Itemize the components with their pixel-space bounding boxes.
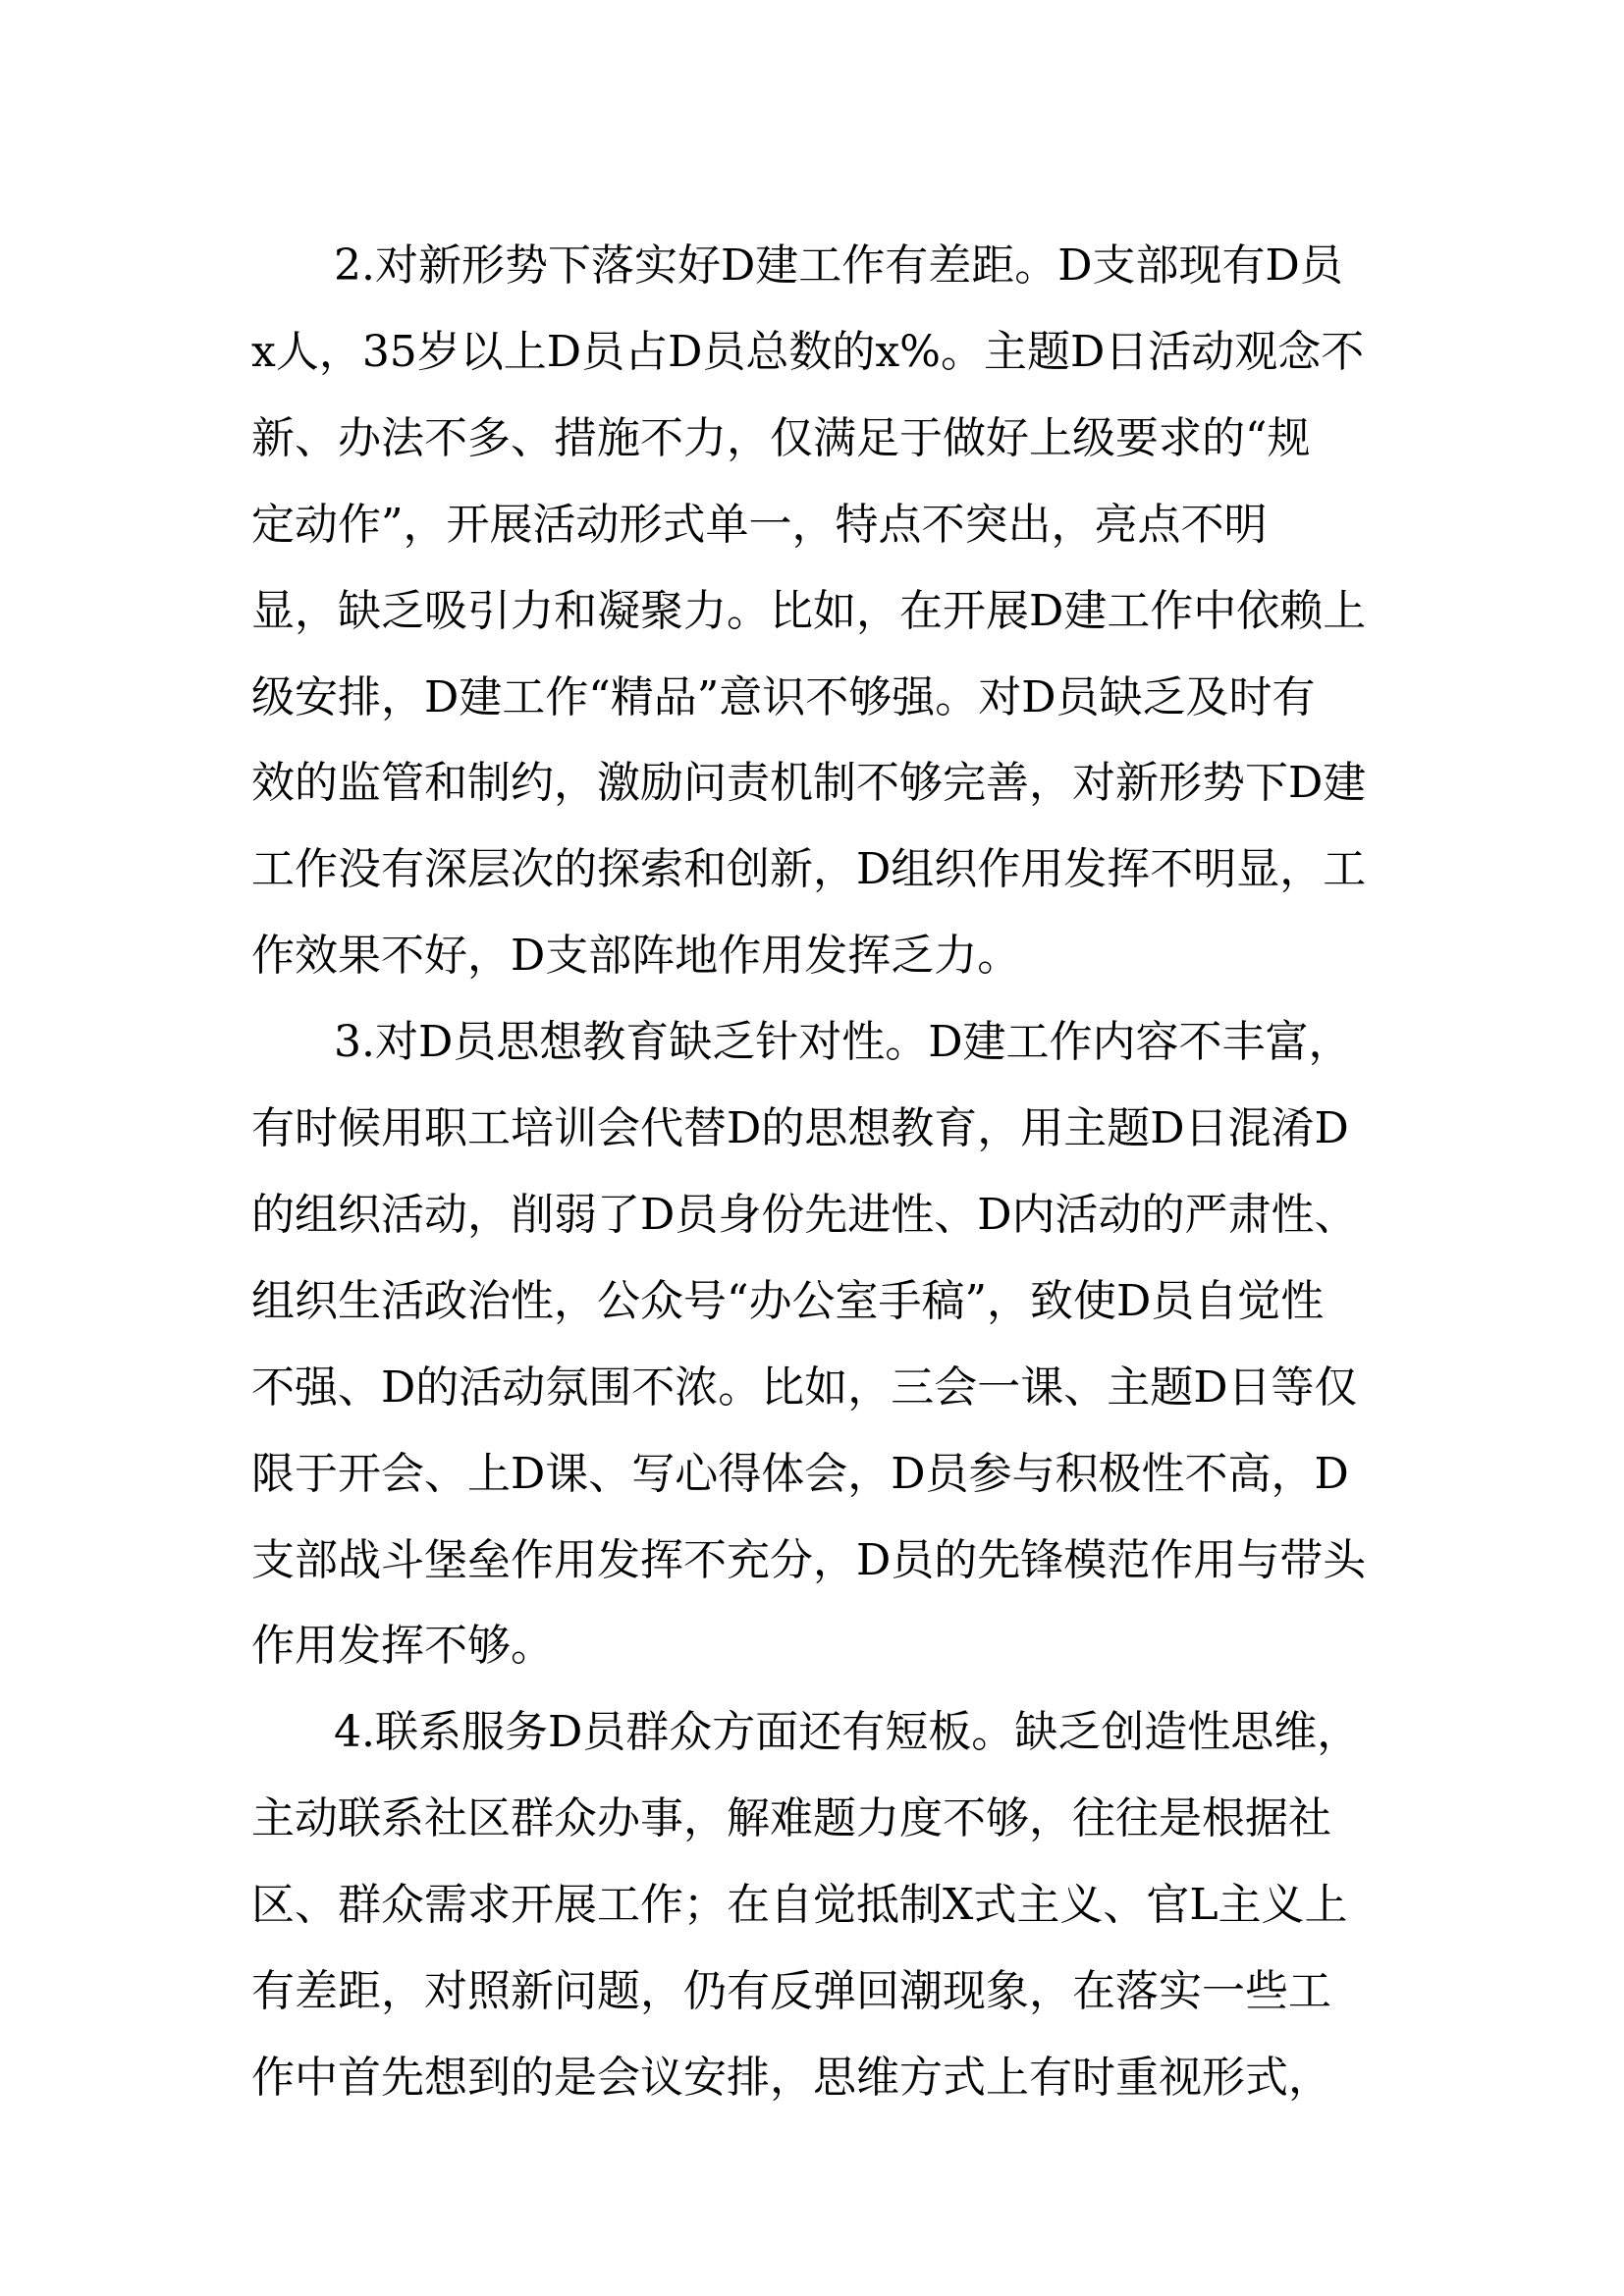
paragraph-line: 支部战斗堡垒作用发挥不充分，D员的先锋模范作用与带头 — [251, 1534, 1367, 1585]
paragraph-line: 有时候用职工培训会代替D的思想教育，用主题D日混淆D — [251, 1103, 1349, 1153]
paragraph-line: 作用发挥不够。 — [251, 1621, 554, 1672]
paragraph-line: 效的监管和制约，激励问责机制不够完善，对新形势下D建 — [251, 758, 1367, 809]
paragraph-line: 有差距，对照新问题，仍有反弹回潮现象，在落实一些工 — [251, 1966, 1331, 2016]
paragraph-line: 新、办法不多、措施不力，仅满足于做好上级要求的“规 — [251, 412, 1311, 463]
paragraph-line: x人，35岁以上D员占D员总数的x%。主题D日活动观念不 — [251, 326, 1365, 377]
paragraph-line: 作效果不好，D支部阵地作用发挥乏力。 — [251, 931, 1021, 982]
paragraph-line: 限于开会、上D课、写心得体会，D员参与积极性不高，D — [251, 1448, 1349, 1499]
paragraph-line: 主动联系社区群众办事，解难题力度不够，往往是根据社 — [251, 1793, 1331, 1844]
paragraph-first-line: 2.对新形势下落实好D建工作有差距。D支部现有D员 — [334, 240, 1343, 291]
paragraph-line: 级安排，D建工作“精品”意识不够强。对D员缺乏及时有 — [251, 671, 1316, 722]
paragraph-line: 组织生活政治性，公众号“办公室手稿”，致使D员自觉性 — [251, 1275, 1325, 1326]
paragraph-first-line: 3.对D员思想教育缺乏针对性。D建工作内容不丰富， — [334, 1017, 1352, 1068]
paragraph-line: 的组织活动，削弱了D员身份先进性、D内活动的严肃性、 — [251, 1189, 1358, 1240]
paragraph-line: 区、群众需求开展工作；在自觉抵制X式主义、官L主义上 — [251, 1880, 1348, 1931]
paragraph-line: 定动作”，开展活动形式单一，特点不突出，亮点不明 — [251, 499, 1268, 550]
paragraph-line: 作中首先想到的是会议安排，思维方式上有时重视形式， — [251, 2052, 1331, 2103]
paragraph-line: 工作没有深层次的探索和创新，D组织作用发挥不明显，工 — [251, 844, 1367, 895]
paragraph-line: 显，缺乏吸引力和凝聚力。比如，在开展D建工作中依赖上 — [251, 585, 1367, 636]
paragraph-line: 不强、D的活动氛围不浓。比如，三会一课、主题D日等仅 — [251, 1362, 1358, 1413]
paragraph-first-line: 4.联系服务D员群众方面还有短板。缺乏创造性思维， — [334, 1707, 1361, 1758]
